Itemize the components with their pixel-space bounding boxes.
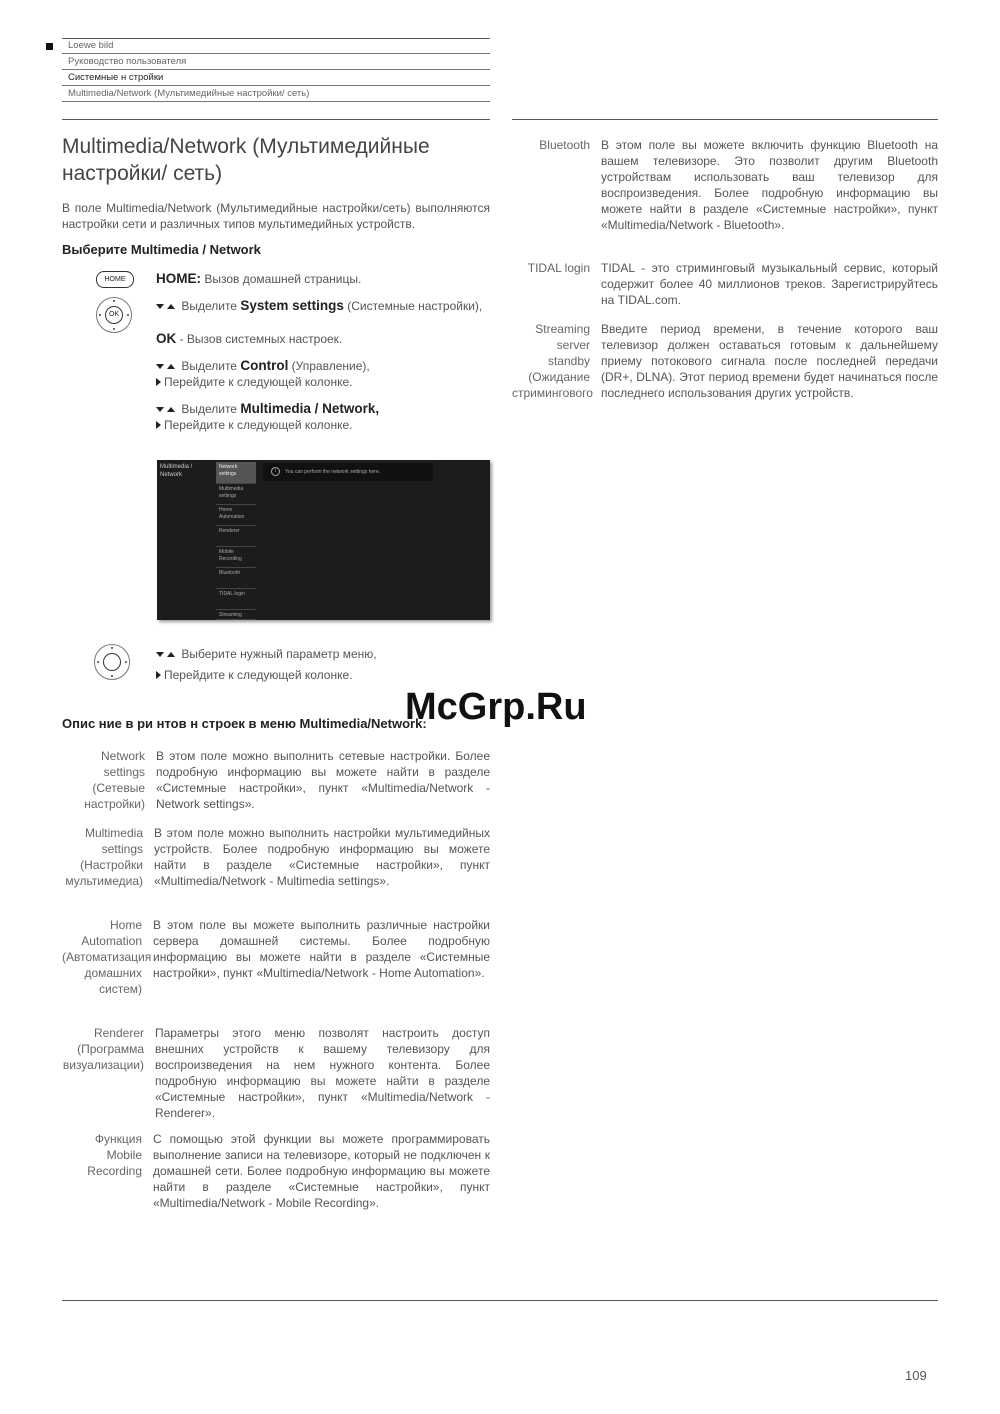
desc-label-bluetooth: Bluetooth	[539, 138, 590, 152]
desc-label-multimedia: Multimedia settings (Настройки мультимедиа)	[65, 826, 143, 888]
desc-text-mobile-recording: С помощью этой функции вы можете программировать выполнение записи на телевизоре, который не подключен к домашней сети. Более подробную информацию вы можете найти в разделе «Системные настройки», пункт «Multimedia/Network - Mobile Recording».	[153, 1132, 490, 1210]
step-control	[156, 358, 490, 390]
step-text: Перейдите к следующей колонке.	[164, 668, 353, 682]
breadcrumb-item: Multimedia/Network (Мультимедийные настройки/ сеть)	[62, 86, 490, 102]
dial-dot	[125, 661, 127, 663]
ok-label: OK	[156, 331, 177, 346]
options-heading: Опис ние в ри нтов н строек в меню Multimedia/Network:	[62, 716, 427, 731]
step-text: Выделите	[178, 299, 241, 313]
info-icon: i	[271, 467, 280, 476]
right-top-rule	[512, 119, 938, 120]
tv-menu-item: Mobile Recording	[216, 547, 256, 568]
step-next-column	[156, 667, 490, 683]
tv-info-text: You can perform the network settings here.	[285, 469, 381, 475]
arrow-up-icon	[167, 407, 175, 412]
tv-breadcrumb: Multimedia / Network	[160, 464, 193, 478]
arrow-up-icon	[167, 652, 175, 657]
desc-text-multimedia: В этом поле можно выполнить настройки мультимедийных устройств. Более подробную информацию вы можете найти в разделе «Системные настройки», пункт «Multimedia/Network - Multimedia settings».	[154, 826, 490, 888]
desc-label-renderer: Renderer (Программа визуализации)	[62, 1026, 144, 1072]
step-text: (Системные настройки),	[343, 299, 483, 313]
arrow-right-icon	[156, 378, 161, 386]
arrow-down-icon	[156, 407, 164, 412]
dial-dot	[113, 328, 115, 330]
tv-menu-item: Streaming	[216, 610, 256, 620]
dial-dot	[113, 300, 115, 302]
dial-dot	[99, 314, 101, 316]
dial-dot	[111, 675, 113, 677]
step-text: Перейдите к следующей колонке.	[164, 375, 353, 389]
arrow-down-icon	[156, 304, 164, 309]
arrow-down-icon	[156, 364, 164, 369]
ok-text: - Вызов системных настроек.	[176, 332, 343, 346]
dial-dot	[97, 661, 99, 663]
step-select-parameter	[156, 646, 490, 662]
dial-center-icon	[103, 653, 121, 671]
ok-dial-icon	[96, 297, 132, 333]
tv-menu-item: Renderer	[216, 526, 256, 547]
step-ok	[156, 331, 490, 347]
dial-dot	[111, 647, 113, 649]
left-top-rule	[62, 119, 490, 120]
tv-menu-item: Network settings	[216, 462, 256, 484]
arrow-right-icon	[156, 421, 161, 429]
multimedia-network-label: Multimedia / Network,	[240, 401, 380, 416]
tv-menu-item: Multimedia settings	[216, 484, 256, 505]
navigation-dial-icon	[94, 644, 130, 680]
step-home	[156, 271, 490, 287]
breadcrumb-top-rule	[62, 38, 490, 39]
page-title: Multimedia/Network (Мультимедийные настройки/ сеть)	[62, 135, 430, 185]
desc-label-mobile-recording: Функция Mobile Recording	[87, 1132, 142, 1178]
breadcrumb-item: Руководство пользователя	[62, 54, 490, 70]
breadcrumb-item: Системные н стройки	[62, 70, 490, 86]
step-text: Выделите	[178, 359, 241, 373]
desc-text-network: В этом поле можно выполнить сетевые настройки. Более подробную информацию вы можете найти в разделе «Системные настройки», пункт «Multimedia/Network - Network settings».	[156, 749, 490, 811]
tv-info-bar	[263, 463, 433, 481]
home-button-icon: HOME	[96, 271, 134, 288]
breadcrumb-item: Loewe bild	[62, 38, 490, 54]
select-subheading: Выберите Multimedia / Network	[62, 242, 261, 257]
tv-menu-item: Bluetooth	[216, 568, 256, 589]
watermark: McGrp.Ru	[405, 686, 587, 728]
arrow-up-icon	[167, 304, 175, 309]
desc-text-renderer: Параметры этого меню позволят настроить доступ внешних устройств к вашему телевизору для воспроизведения на нем нужного контента. Более подробную информацию вы можете найти в разделе «Системные настройки», пункт «Multimedia/Network - Renderer».	[155, 1026, 490, 1120]
home-text: Вызов домашней страницы.	[201, 272, 362, 286]
arrow-down-icon	[156, 652, 164, 657]
desc-label-home-automation: Home Automation (Автоматизация домашних систем)	[62, 918, 152, 996]
tv-menu-list	[216, 462, 256, 620]
step-text: Выделите	[178, 402, 241, 416]
step-text: Выберите нужный параметр меню,	[178, 647, 377, 661]
breadcrumb	[62, 38, 490, 102]
step-system-settings	[156, 298, 490, 314]
desc-text-streaming: Введите период времени, в течение которого ваш телевизор должен оставаться готовым к дальнейшему приему потокового сигнала после последней передачи (DR+, DLNA). Этот период времени будет начинаться после последнего использования других устройств.	[601, 322, 938, 400]
intro-text: В поле Multimedia/Network (Мультимедийные настройки/сеть) выполняются настройки сети и различных типов мультимедийных устройств.	[62, 201, 490, 231]
step-multimedia	[156, 401, 490, 433]
desc-text-bluetooth: В этом поле вы можете включить функцию Bluetooth на вашем телевизоре. Это позволит другим Bluetooth устройствам использовать ваш телевизор для воспроизведения. Более подробную информацию вы можете найти в разделе «Системные настройки», пункт «Multimedia/Network - Bluetooth».	[601, 138, 938, 232]
control-label: Control	[240, 358, 289, 373]
arrow-right-icon	[156, 671, 161, 679]
desc-label-tidal: TIDAL login	[527, 261, 590, 275]
streaming-label: Streaming server standby (Ожидание стримингового	[512, 322, 593, 400]
header-bullet	[46, 43, 53, 50]
desc-label-streaming	[512, 321, 593, 401]
desc-text-tidal: TIDAL - это стриминговый музыкальный сервис, который содержит более 40 миллионов треков. Зарегистрируйтесь на TIDAL.com.	[601, 261, 938, 307]
home-label: HOME:	[156, 271, 201, 286]
footer-rule	[62, 1300, 938, 1301]
step-text: (Управление),	[288, 359, 370, 373]
page-number: 109	[905, 1368, 927, 1383]
tv-menu-item: Home Automation	[216, 505, 256, 526]
arrow-up-icon	[167, 364, 175, 369]
desc-label-network: Network settings (Сетевые настройки)	[84, 749, 145, 811]
tv-menu-screenshot	[157, 460, 490, 620]
tv-menu-item: TIDAL login	[216, 589, 256, 610]
desc-text-home-automation: В этом поле вы можете выполнить различные настройки сервера домашней системы. Более подробную информацию вы можете найти в разделе «Системные настройки», пункт «Multimedia/Network - Home Automation».	[153, 918, 490, 980]
system-settings-label: System settings	[240, 298, 344, 313]
dial-dot	[127, 314, 129, 316]
step-text: Перейдите к следующей колонке.	[164, 418, 353, 432]
ok-button-icon: OK	[105, 306, 123, 324]
